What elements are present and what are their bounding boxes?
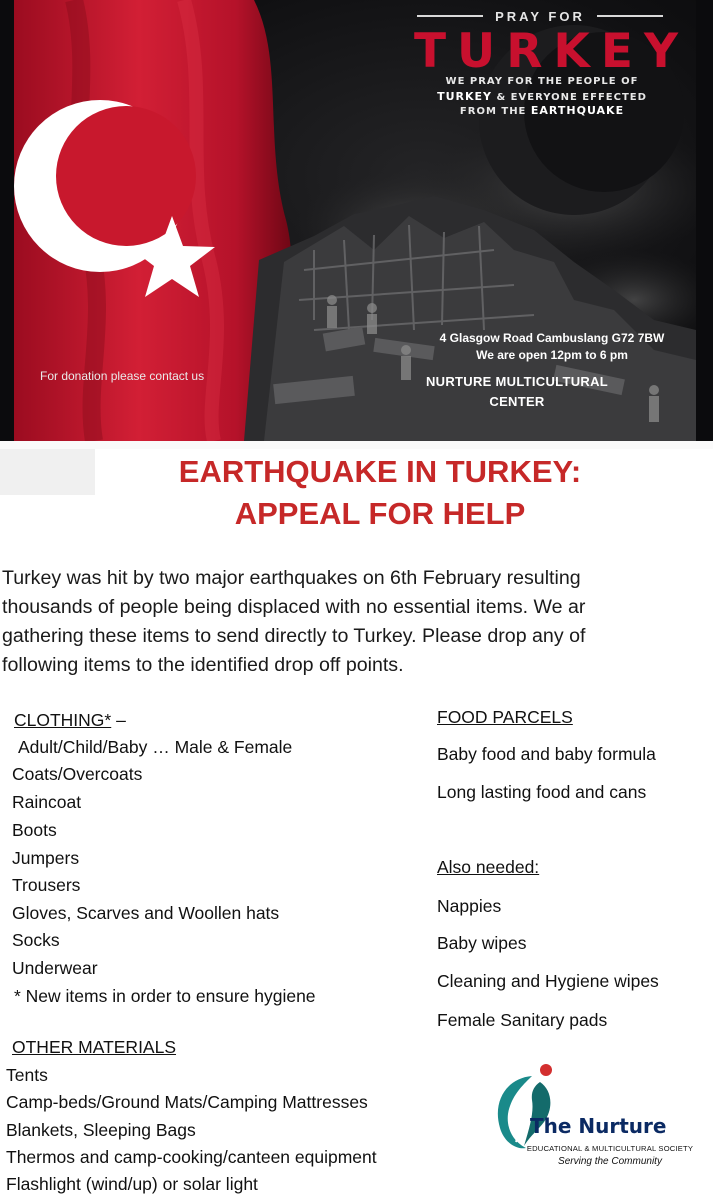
prayer-line-2 — [414, 90, 670, 103]
prayer-line-text: FROM THE — [459, 106, 531, 117]
material-item: Camp-beds/Ground Mats/Camping Mattresses — [6, 1092, 368, 1112]
donation-contact-text: For donation please contact us — [40, 369, 205, 383]
clothing-item: Adult/Child/Baby … Male & Female — [18, 737, 293, 757]
intro-text-line: following items to the identified drop off points. — [2, 654, 404, 676]
center-name-line-1: NURTURE MULTICULTURAL — [425, 374, 608, 389]
other-materials-heading: OTHER MATERIALS — [12, 1037, 177, 1057]
clothing-heading-text: CLOTHING* — [14, 710, 112, 730]
clothing-item: Underwear — [12, 958, 98, 978]
prayer-line-1 — [414, 76, 670, 87]
opening-hours: We are open 12pm to 6 pm — [476, 348, 628, 362]
clothing-item: Gloves, Scarves and Woollen hats — [12, 903, 280, 923]
material-item: Tents — [6, 1065, 48, 1085]
logo-society: EDUCATIONAL & MULTICULTURAL SOCIETY — [526, 1144, 694, 1153]
material-item: Flashlight (wind/up) or solar light — [6, 1174, 258, 1194]
appeal-headline-line-1: EARTHQUAKE IN TURKEY: — [178, 454, 582, 489]
logo-name: The Nurture — [530, 1114, 667, 1138]
intro-text-line: thousands of people being displaced with no essential items. We ar — [2, 596, 586, 618]
center-address: 4 Glasgow Road Cambuslang G72 7BW — [439, 331, 665, 345]
food-item: Baby food and baby formula — [437, 744, 656, 764]
corner-block — [0, 449, 95, 495]
center-name-line-2: CENTER — [489, 394, 545, 409]
intro-text-line: Turkey was hit by two major earthquakes on 6th February resulting — [2, 567, 581, 589]
prayer-highlight: TURKEY — [437, 90, 492, 103]
needed-item: Nappies — [437, 896, 502, 916]
pray-for-turkey-banner — [0, 0, 713, 441]
food-item: Long lasting food and cans — [437, 782, 647, 802]
divider-strip — [0, 441, 713, 449]
intro-text-line: gathering these items to send directly to Turkey. Please drop any of — [2, 625, 586, 647]
hygiene-note: * New items in order to ensure hygiene — [14, 986, 316, 1006]
needed-item: Female Sanitary pads — [437, 1010, 608, 1030]
prayer-line-text: WE PRAY FOR THE PEOPLE OF — [445, 76, 639, 87]
needed-item: Baby wipes — [437, 933, 527, 953]
nurture-society-logo — [470, 1048, 713, 1200]
pray-for-heading — [417, 6, 663, 26]
needed-item: Cleaning and Hygiene wipes — [437, 971, 659, 991]
also-needed-heading: Also needed: — [437, 857, 540, 877]
pray-for-text: PRAY FOR — [495, 8, 585, 24]
clothing-heading-dash: – — [111, 710, 126, 730]
divider-line — [597, 15, 663, 17]
prayer-line-3 — [414, 104, 670, 117]
banner-artwork — [14, 0, 696, 441]
material-item: Blankets, Sleeping Bags — [6, 1120, 196, 1140]
food-parcels-heading: FOOD PARCELS — [437, 707, 573, 727]
appeal-headline-line-2: APPEAL FOR HELP — [234, 496, 526, 531]
material-item: Thermos and camp-cooking/canteen equipment — [6, 1147, 377, 1167]
clothing-heading — [14, 710, 126, 731]
clothing-item: Boots — [12, 820, 57, 840]
clothing-item: Coats/Overcoats — [12, 764, 143, 784]
turkey-title: TURKEY — [414, 24, 689, 79]
logo-tagline: Serving the Community — [558, 1156, 662, 1167]
clothing-item: Jumpers — [12, 848, 80, 868]
nurture-figure-icon — [482, 1056, 572, 1156]
clothing-item: Socks — [12, 930, 60, 950]
prayer-highlight: EARTHQUAKE — [530, 104, 625, 117]
clothing-item: Trousers — [12, 875, 81, 895]
clothing-item: Raincoat — [12, 792, 82, 812]
prayer-line-text: & EVERYONE EFFECTED — [492, 92, 647, 103]
divider-line — [417, 15, 483, 17]
